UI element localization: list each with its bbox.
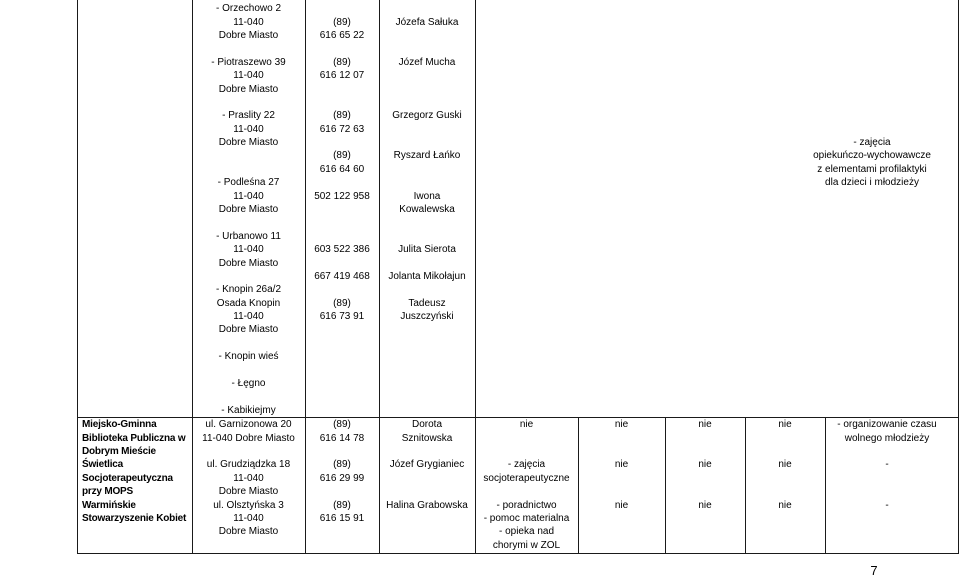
phone-number: (89) 616 65 22 — [319, 16, 365, 42]
answer-cell: nie — [778, 459, 792, 471]
contact-person: Jolanta Mikołajun — [388, 270, 466, 282]
answer-cell: nie — [698, 459, 712, 471]
organization-name: Warmińskie Stowarzyszenie Kobiet — [82, 499, 187, 524]
answer-cell: nie — [778, 499, 792, 511]
address-urbanowo: - Urbanowo 11 11-040 Dobre Miasto — [216, 230, 281, 269]
answer-cell: nie — [698, 419, 712, 431]
organization-name: Świetlica Socjoterapeutyczna przy MOPS — [82, 459, 173, 498]
contact-person: Józefa Sałuka — [395, 16, 459, 28]
column-divider — [745, 417, 746, 554]
contact-person: Dorota Sznitowska — [401, 419, 453, 444]
page-number: 7 — [870, 563, 878, 578]
organization-address: ul. Garnizonowa 20 11-040 Dobre Miasto — [202, 419, 295, 444]
services-cell: - poradnictwo - pomoc materialna - opieka nad chorymi w ZOL — [483, 499, 570, 551]
phone-number: 667 419 468 — [314, 270, 370, 282]
phone-number: (89) 616 64 60 — [319, 150, 365, 175]
address-orzechowo: - Orzechowo 2 11-040 Dobre Miasto — [215, 3, 282, 42]
activities-description: - zajęcia opiekuńczo-wychowawcze z elementami profilaktyki dla dzieci i młodzieży — [813, 137, 931, 189]
table-border-bottom — [77, 553, 959, 554]
answer-cell: nie — [614, 499, 629, 511]
organization-name: Miejsko-Gminna Biblioteka Publiczna w Dobrym Mieście — [82, 419, 186, 458]
answer-cell: nie — [614, 459, 629, 471]
answer-cell: nie — [778, 419, 792, 431]
contact-person: Józef Grygianiec — [389, 459, 465, 471]
phone-number: 502 122 958 — [314, 190, 370, 202]
contact-person: Tadeusz Juszczyński — [400, 297, 454, 323]
address-knopin-wies: - Knopin wieś — [218, 351, 279, 363]
address-knopin-osada: - Knopin 26a/2 Osada Knopin 11-040 Dobre Miasto — [215, 284, 282, 336]
phone-number: (89) 616 73 91 — [319, 297, 365, 323]
contact-person: Grzegorz Guski — [392, 110, 462, 122]
contact-person: Halina Grabowska — [386, 499, 468, 511]
address-podlesna: - Podleśna 27 11-040 Dobre Miasto — [217, 177, 280, 215]
address-piotraszewo: - Piotraszewo 39 11-040 Dobre Miasto — [211, 56, 286, 95]
organization-address: ul. Grudziądzka 18 11-040 Dobre Miasto — [206, 459, 291, 498]
answer-cell: nie — [698, 499, 712, 511]
phone-number: (89) 616 29 99 — [319, 459, 365, 484]
answer-cell: nie — [614, 419, 629, 431]
activities-description: - — [885, 499, 889, 511]
activities-description: - — [885, 459, 889, 471]
address-legno: - Łęgno — [231, 377, 266, 389]
address-praslity: - Praslity 22 11-040 Dobre Miasto — [218, 110, 279, 149]
phone-number: (89) 616 14 78 — [319, 419, 365, 444]
services-cell: - zajęcia socjoterapeutyczne — [483, 459, 570, 484]
column-divider — [665, 417, 666, 554]
phone-number: (89) 616 72 63 — [319, 110, 365, 135]
contact-person: Iwona Kowalewska — [399, 190, 455, 215]
phone-number: (89) 616 12 07 — [319, 56, 365, 82]
phone-number: (89) 616 15 91 — [319, 499, 365, 524]
phone-number: 603 522 386 — [314, 244, 370, 256]
contact-person: Julita Sierota — [398, 244, 456, 256]
contact-person: Ryszard Łańko — [393, 150, 461, 162]
organization-address: ul. Olsztyńska 3 11-040 Dobre Miasto — [213, 499, 284, 538]
address-kabikiejmy: - Kabikiejmy — [221, 404, 276, 416]
column-divider — [578, 417, 579, 554]
services-cell: nie — [519, 419, 534, 431]
activities-description: - organizowanie czasu wolnego młodzieży — [837, 419, 937, 444]
table-border-right — [958, 0, 959, 554]
contact-person: Józef Mucha — [398, 56, 456, 68]
